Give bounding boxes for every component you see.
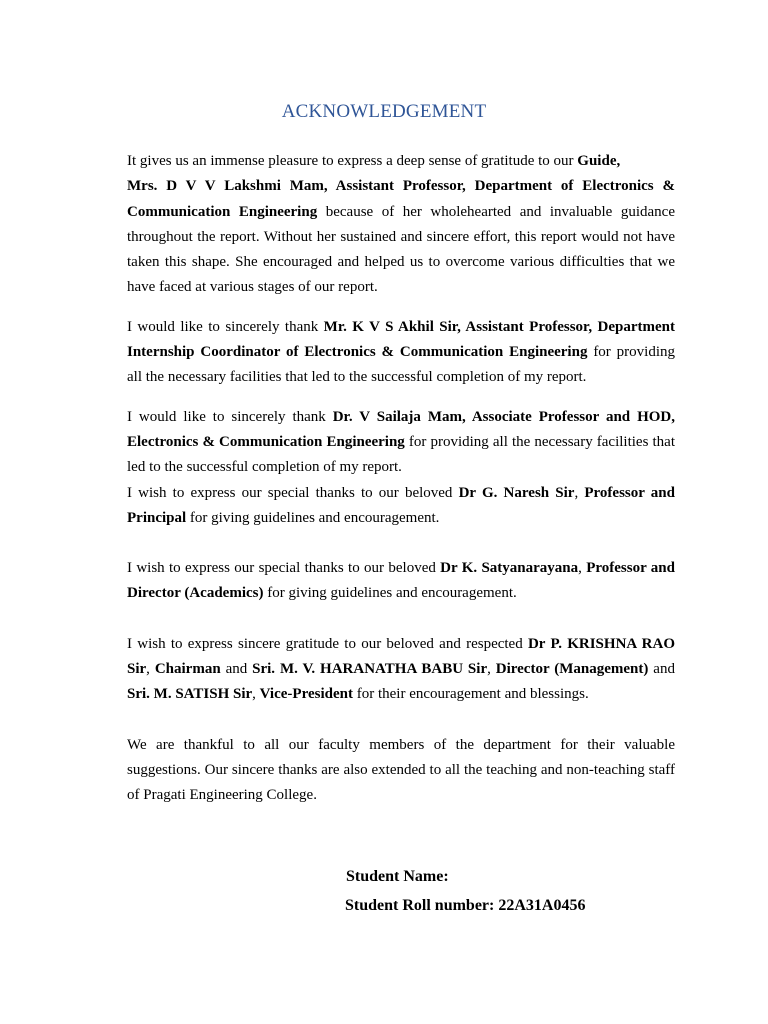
bold-text-run: Mr. K V S Akhil Sir, Assistant Professor, Department Internship Coordinator of Electronics & Communication Engineering [127, 318, 675, 361]
bold-text-run: Sri. M. SATISH Sir [127, 686, 253, 703]
bold-text-run: Guide, [577, 153, 621, 169]
paragraph-principal [127, 481, 675, 532]
paragraph-hod [127, 405, 675, 481]
text-run: for giving guidelines and encouragement. [186, 509, 440, 526]
text-run: We are thankful to all our faculty members of the department for their valuable suggestions. Our sincere thanks are also extended to all the teaching and non-teaching staff of Pragati Engineering College. [127, 736, 675, 804]
text-run: It gives us an immense pleasure to express a deep sense of gratitude to our [127, 153, 578, 169]
student-name-label: Student Name: [346, 868, 449, 885]
bold-text-run: Dr P. KRISHNA RAO Sir [127, 635, 675, 678]
text-run: , [487, 661, 496, 678]
page-title: ACKNOWLEDGEMENT [281, 101, 487, 122]
text-run: I wish to express our special thanks to our beloved [127, 484, 459, 501]
text-run: , [146, 661, 155, 678]
text-run: because of her wholehearted and invaluable guidance throughout the report. Without her sustained and sincere effort, this report would not have taken this shape. She encouraged and helped us to overcome various difficulties that we have faced at various stages of our report. [127, 203, 675, 296]
text-run: I wish to express our special thanks to our beloved [127, 560, 441, 577]
text-run: I would like to sincerely thank [127, 408, 333, 425]
text-run: and [648, 661, 675, 678]
text-run: I wish to express sincere gratitude to our beloved and respected [127, 635, 528, 652]
acknowledgement-body [127, 149, 675, 809]
bold-text-run: Chairman [154, 661, 221, 678]
text-run: I would like to sincerely thank [127, 318, 324, 335]
text-run: and [220, 661, 253, 678]
text-run: , [252, 686, 260, 703]
text-run: for giving guidelines and encouragement. [263, 585, 517, 602]
text-run: for their encouragement and blessings. [352, 686, 589, 703]
text-run: , [574, 484, 585, 501]
bold-text-run: Dr K. Satyanarayana [440, 560, 579, 577]
paragraph-guide [127, 149, 675, 301]
paragraph-internship-coordinator [127, 315, 675, 391]
bold-text-run: Vice-President [259, 686, 353, 703]
text-run: for providing all the necessary facilities that led to the successful completion of my report. [127, 344, 675, 386]
bold-text-run: Dr G. Naresh Sir [458, 484, 575, 501]
bold-text-run: Mrs. D V V Lakshmi Mam, Assistant Professor, Department of Electronics & Communication Engineering [127, 178, 675, 220]
bold-text-run: Sri. M. V. HARANATHA BABU Sir [252, 661, 488, 678]
bold-text-run: Professor and Principal [127, 484, 675, 526]
paragraph-director-academics [127, 556, 675, 607]
bold-text-run: Dr. V Sailaja Mam, Associate Professor and HOD, Electronics & Communication Engineering [127, 408, 675, 450]
text-run: , [578, 560, 587, 577]
text-run: for providing all the necessary facilities that led to the successful completion of my report. [127, 433, 675, 476]
paragraph-faculty [127, 733, 675, 809]
paragraph-management [127, 632, 675, 708]
bold-text-run: Professor and Director (Academics) [127, 560, 675, 602]
student-roll-number: Student Roll number: 22A31A0456 [345, 897, 586, 914]
bold-text-run: Director (Management) [495, 661, 649, 678]
